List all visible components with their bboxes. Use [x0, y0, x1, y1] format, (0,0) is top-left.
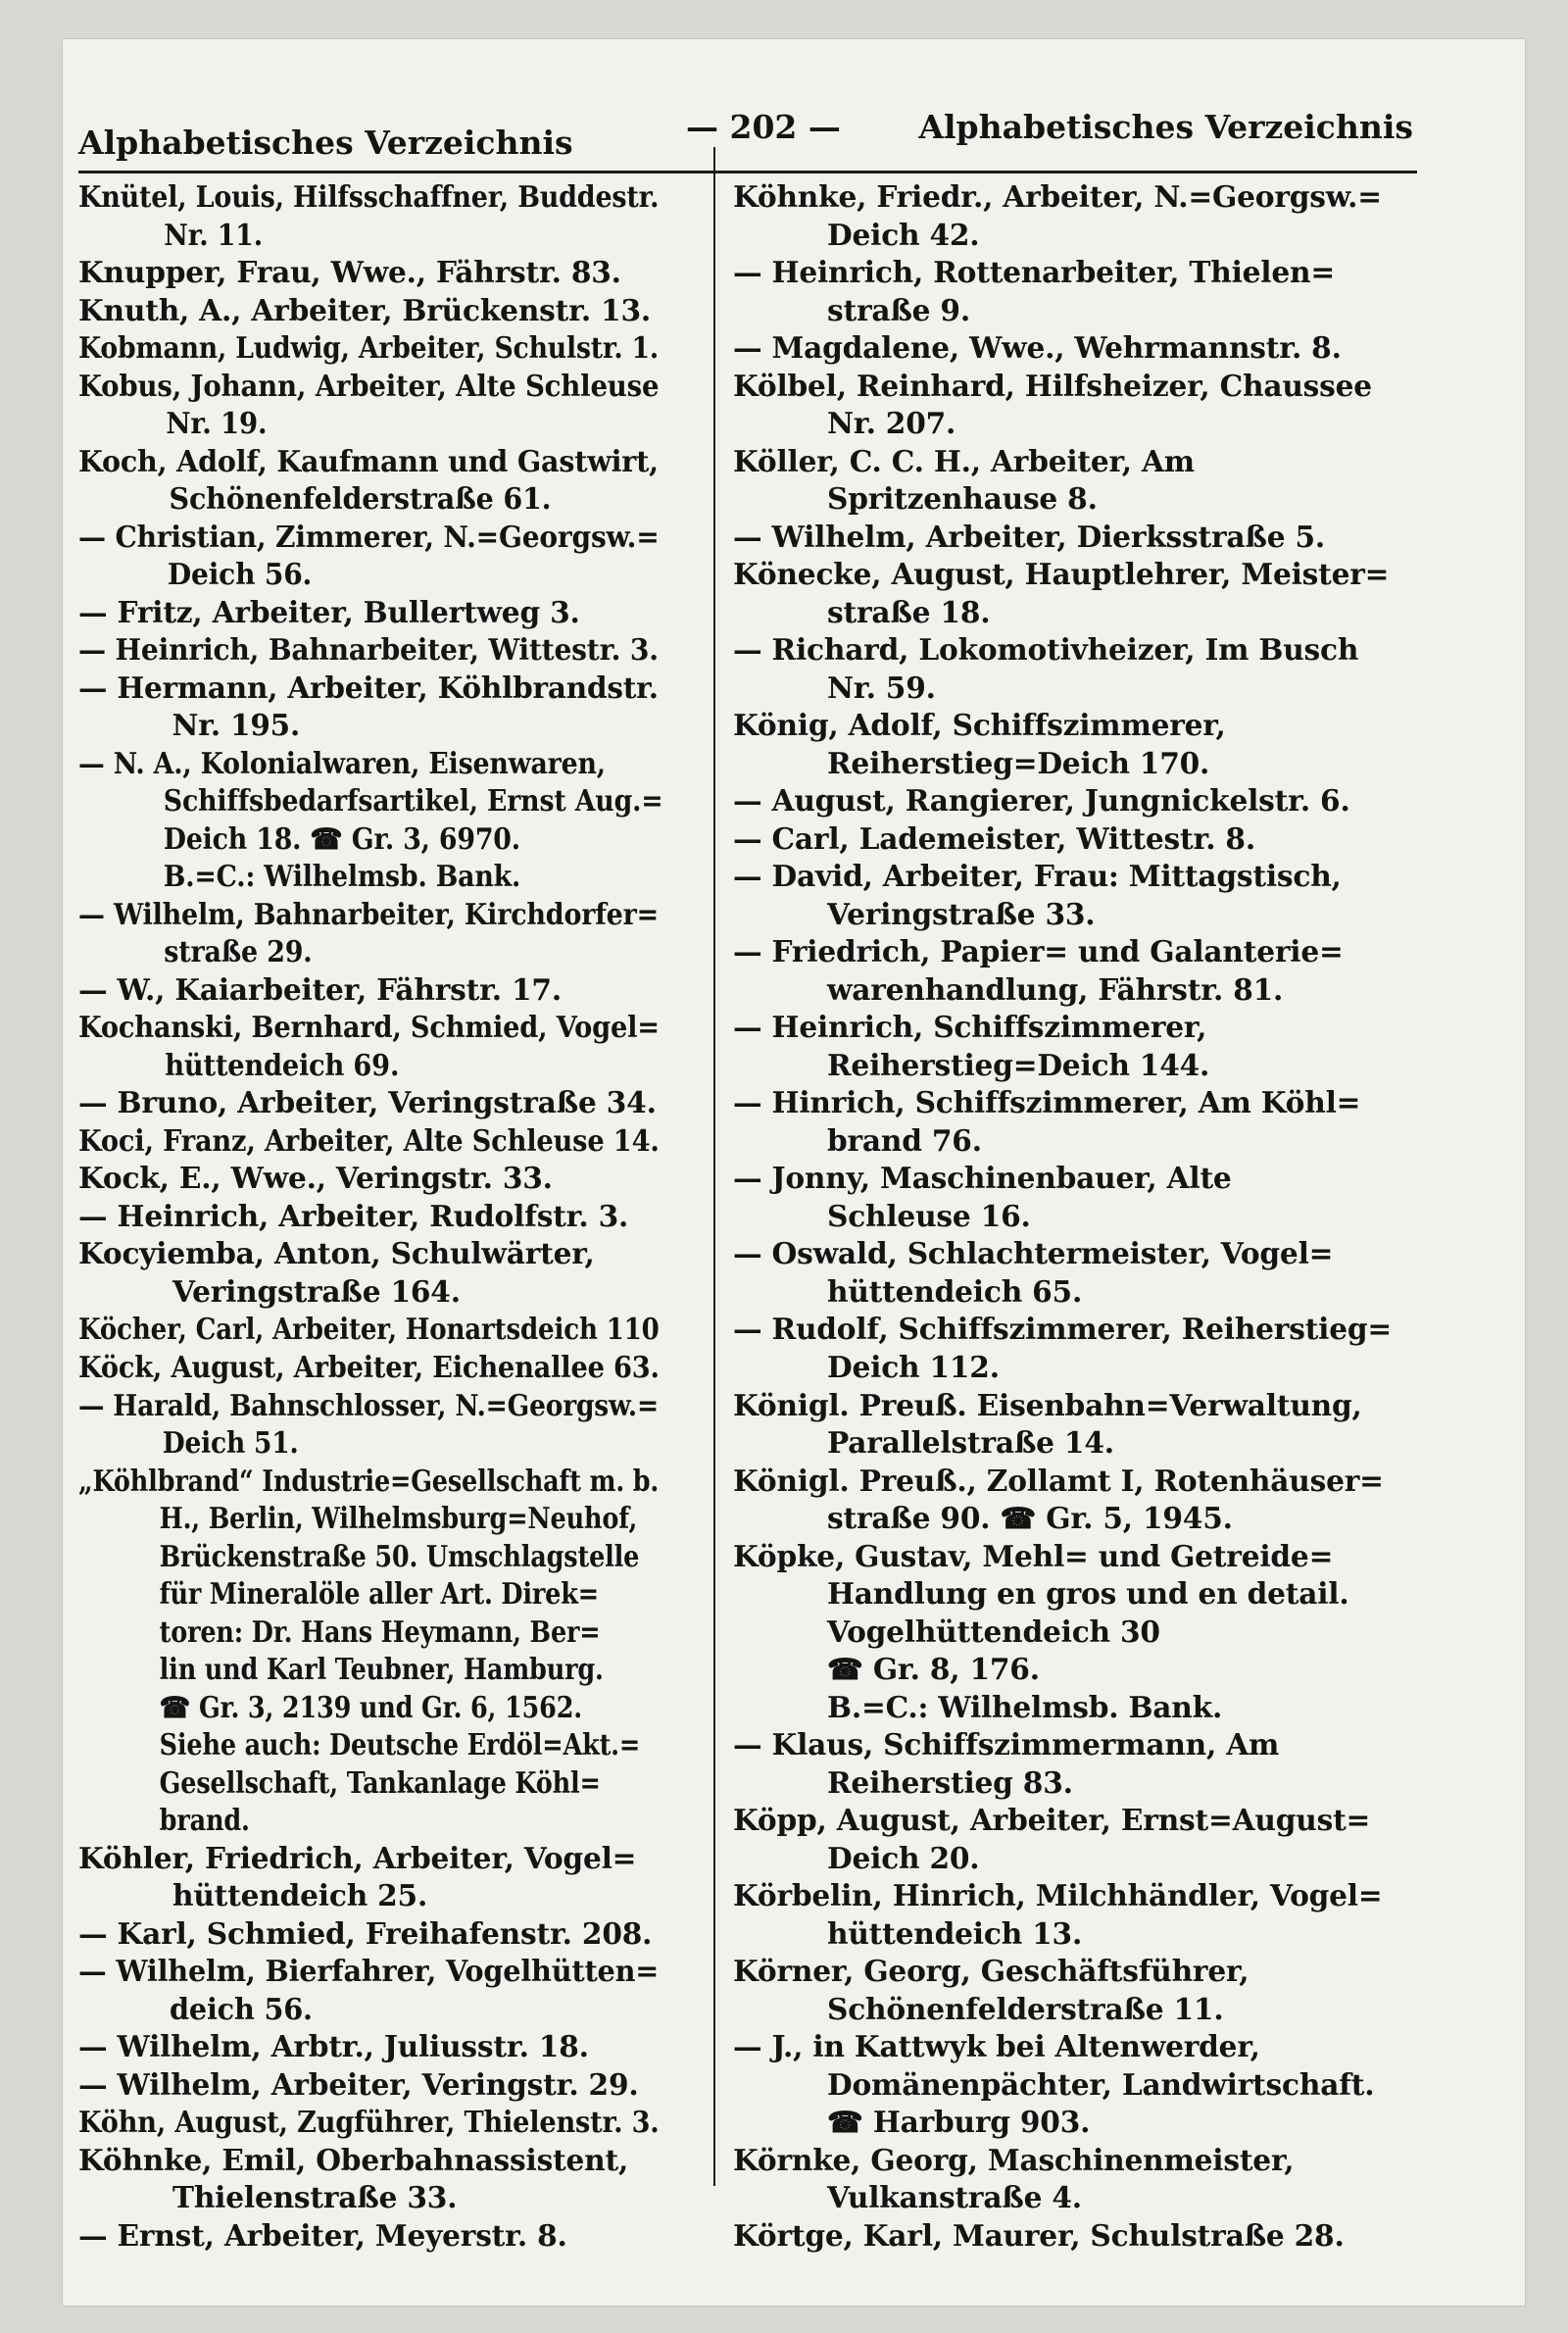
entry-line: hüttendeich 65.	[827, 1273, 1083, 1309]
directory-entry	[78, 1463, 660, 1840]
directory-entry	[733, 2028, 1439, 2142]
entry-line: — Harald, Bahnschlosser, N.=Georgsw.=	[78, 1387, 659, 1422]
directory-entry	[78, 2142, 686, 2217]
entry-line: Deich 20.	[827, 1840, 980, 1875]
entry-line: — Oswald, Schlachtermeister, Vogel=	[733, 1236, 1334, 1271]
directory-entry	[733, 2142, 1439, 2217]
entry-line: — Heinrich, Rottenarbeiter, Thielen=	[733, 255, 1335, 290]
directory-entry	[733, 1387, 1439, 1463]
entry-line: straße 29.	[164, 934, 313, 969]
directory-entry	[78, 631, 659, 670]
entry-line: deich 56.	[170, 1991, 313, 2026]
directory-entry	[733, 1877, 1439, 1953]
entry-line: H., Berlin, Wilhelmsburg=Neuhof,	[159, 1501, 638, 1536]
entry-line: Parallelstraße 14.	[827, 1425, 1114, 1461]
directory-entry	[733, 1463, 1439, 1538]
directory-entry	[733, 820, 1439, 859]
entry-line: Nr. 59.	[827, 670, 936, 705]
entry-line: Schönenfelderstraße 61.	[169, 481, 552, 517]
page-number: — 202 —	[686, 108, 841, 146]
directory-entry	[733, 1235, 1439, 1311]
entry-line: warenhandlung, Fährstr. 81.	[827, 971, 1284, 1007]
entry-line: Schleuse 16.	[827, 1198, 1031, 1233]
entry-line: — Fritz, Arbeiter, Bullertweg 3.	[78, 594, 580, 629]
entry-line: Handlung en gros und en detail.	[827, 1576, 1349, 1612]
entry-line: — Wilhelm, Bahnarbeiter, Kirchdorfer=	[78, 896, 659, 931]
directory-entry	[78, 329, 660, 368]
entry-line: — Christian, Zimmerer, N.=Georgsw.=	[78, 519, 660, 554]
entry-line: — Hermann, Arbeiter, Köhlbrandstr.	[78, 670, 659, 705]
entry-line: — Rudolf, Schiffszimmerer, Reiherstieg=	[733, 1312, 1393, 1347]
entry-line: Körtge, Karl, Maurer, Schulstraße 28.	[733, 2217, 1345, 2253]
entry-line: lin und Karl Teubner, Hamburg.	[159, 1652, 604, 1687]
directory-entry	[733, 1160, 1439, 1235]
entry-line: brand.	[159, 1803, 250, 1838]
entry-line: — Wilhelm, Arbeiter, Veringstr. 29.	[78, 2066, 639, 2102]
entry-line: Kock, E., Wwe., Veringstr. 33.	[78, 1161, 553, 1196]
entry-line: Veringstraße 164.	[172, 1273, 461, 1309]
entry-line: — Carl, Lademeister, Wittestr. 8.	[733, 820, 1255, 856]
entry-line: Köhnke, Friedr., Arbeiter, N.=Georgsw.=	[733, 179, 1382, 214]
entry-line: Deich 51.	[162, 1425, 299, 1461]
entry-line: Körnke, Georg, Maschinenmeister,	[733, 2142, 1295, 2177]
directory-entry	[733, 368, 1439, 443]
entry-line: — Ernst, Arbeiter, Meyerstr. 8.	[78, 2217, 567, 2253]
directory-entry	[78, 1009, 660, 1084]
entry-line: Körner, Georg, Geschäftsführer,	[733, 1954, 1250, 1989]
entry-line: hüttendeich 69.	[165, 1047, 400, 1082]
directory-entry	[733, 519, 1439, 557]
entry-line: hüttendeich 25.	[172, 1878, 428, 1913]
header-rule	[78, 171, 1417, 174]
directory-entry	[78, 2066, 686, 2105]
entry-line: „Köhlbrand“ Industrie=Gesellschaft m. b.	[78, 1463, 660, 1498]
entry-line: Nr. 11.	[164, 217, 263, 252]
directory-entry	[733, 329, 1439, 368]
directory-entry	[78, 443, 664, 519]
directory-entry	[733, 707, 1439, 782]
directory-entry	[78, 1311, 660, 1349]
directory-entry	[78, 971, 686, 1010]
entry-line: Deich 42.	[827, 217, 980, 252]
directory-entry	[78, 1387, 659, 1463]
entry-line: — Wilhelm, Arbtr., Juliusstr. 18.	[78, 2029, 589, 2064]
directory-entry	[78, 745, 663, 896]
entry-line: Schönenfelderstraße 11.	[827, 1991, 1224, 2026]
entry-line: Köhler, Friedrich, Arbeiter, Vogel=	[78, 1840, 637, 1875]
directory-entry	[733, 1802, 1439, 1877]
directory-entry	[78, 1122, 660, 1161]
header-left-title: Alphabetisches Verzeichnis	[78, 124, 573, 162]
directory-entry	[78, 670, 683, 745]
entry-line: Knütel, Louis, Hilfsschaffner, Buddestr.	[78, 179, 660, 214]
entry-line: Deich 18. ☎ Gr. 3, 6970.	[163, 820, 520, 856]
entry-line: ☎ Gr. 3, 2139 und Gr. 6, 1562.	[159, 1689, 582, 1724]
directory-entry	[78, 1198, 686, 1236]
entry-line: Reiherstieg 83.	[827, 1764, 1073, 1800]
directory-entry	[733, 933, 1439, 1009]
entry-line: Reiherstieg=Deich 144.	[827, 1047, 1210, 1082]
entry-line: Königl. Preuß. Eisenbahn=Verwaltung,	[733, 1387, 1362, 1422]
entry-line: Kobus, Johann, Arbeiter, Alte Schleuse	[78, 368, 660, 403]
directory-entry	[78, 1840, 686, 1915]
right-column	[733, 178, 1439, 2255]
page-header	[78, 94, 1413, 162]
directory-entry	[78, 1160, 686, 1198]
entry-line: Köhnke, Emil, Oberbahnassistent,	[78, 2142, 629, 2177]
entry-line: Schiffsbedarfsartikel, Ernst Aug.=	[163, 783, 663, 819]
directory-entry	[78, 2028, 686, 2066]
directory-entry	[733, 1084, 1439, 1160]
entry-line: — David, Arbeiter, Frau: Mittagstisch,	[733, 859, 1342, 894]
entry-line: Siehe auch: Deutsche Erdöl=Akt.=	[159, 1727, 641, 1762]
entry-line: Thielenstraße 33.	[172, 2180, 458, 2215]
entry-line: — Wilhelm, Arbeiter, Dierksstraße 5.	[733, 519, 1326, 554]
entry-line: straße 18.	[827, 594, 991, 629]
entry-line: B.=C.: Wilhelmsb. Bank.	[163, 859, 521, 894]
entry-line: — Heinrich, Schiffszimmerer,	[733, 1010, 1207, 1045]
directory-entry	[733, 1538, 1439, 1727]
entry-line: Kobmann, Ludwig, Arbeiter, Schulstr. 1.	[78, 330, 660, 366]
directory-entry	[733, 858, 1439, 933]
entry-line: — Magdalene, Wwe., Wehrmannstr. 8.	[733, 330, 1342, 366]
directory-entry	[733, 1726, 1439, 1802]
entry-line: — Hinrich, Schiffszimmerer, Am Köhl=	[733, 1085, 1361, 1120]
entry-line: — Heinrich, Bahnarbeiter, Wittestr. 3.	[78, 632, 659, 668]
entry-line: Köpke, Gustav, Mehl= und Getreide=	[733, 1538, 1334, 1573]
entry-line: brand 76.	[827, 1122, 982, 1158]
directory-entry	[78, 1349, 660, 1387]
entry-line: — Heinrich, Arbeiter, Rudolfstr. 3.	[78, 1198, 629, 1233]
entry-line: Köcher, Carl, Arbeiter, Honartsdeich 110	[78, 1312, 660, 1347]
entry-line: Kölbel, Reinhard, Hilfsheizer, Chaussee	[733, 368, 1372, 403]
entry-line: straße 90. ☎ Gr. 5, 1945.	[827, 1501, 1233, 1536]
directory-entry	[733, 1009, 1439, 1084]
directory-entry	[78, 368, 660, 443]
entry-line: Knuth, A., Arbeiter, Brückenstr. 13.	[78, 292, 651, 327]
directory-entry	[78, 594, 686, 632]
directory-entry	[733, 1311, 1439, 1386]
entry-line: — N. A., Kolonialwaren, Eisenwaren,	[78, 745, 606, 780]
directory-entry	[733, 443, 1439, 519]
entry-line: Knupper, Frau, Wwe., Fährstr. 83.	[78, 255, 621, 290]
entry-line: Nr. 19.	[166, 406, 268, 441]
directory-entry	[78, 2104, 660, 2142]
column-divider	[713, 147, 715, 2186]
directory-entry	[78, 1084, 686, 1122]
directory-entry	[733, 782, 1439, 820]
entry-line: Vogelhüttendeich 30	[827, 1613, 1160, 1649]
directory-entry	[78, 519, 660, 594]
directory-entry	[78, 254, 686, 292]
directory-entry	[78, 2217, 686, 2256]
directory-entry	[733, 178, 1439, 254]
directory-entry	[78, 1235, 686, 1311]
entry-line: Köhn, August, Zugführer, Thielenstr. 3.	[78, 2105, 660, 2140]
entry-line: Brückenstraße 50. Umschlagstelle	[159, 1538, 640, 1573]
directory-entry	[733, 1953, 1439, 2028]
entry-line: — J., in Kattwyk bei Altenwerder,	[733, 2029, 1260, 2064]
entry-line: für Mineralöle aller Art. Direk=	[159, 1576, 599, 1612]
entry-line: — W., Kaiarbeiter, Fährstr. 17.	[78, 971, 562, 1007]
entry-line: B.=C.: Wilhelmsb. Bank.	[827, 1689, 1223, 1724]
entry-line: — Friedrich, Papier= und Galanterie=	[733, 934, 1344, 969]
entry-line: Kocyiemba, Anton, Schulwärter,	[78, 1236, 595, 1271]
entry-line: Domänenpächter, Landwirtschaft.	[827, 2066, 1375, 2102]
directory-entry	[78, 1953, 667, 2028]
directory-entry	[733, 2217, 1439, 2256]
entry-line: Gesellschaft, Tankanlage Köhl=	[159, 1764, 601, 1800]
entry-line: Deich 56.	[167, 557, 313, 592]
entry-line: Veringstraße 33.	[827, 896, 1096, 931]
directory-entry	[78, 292, 686, 330]
directory-entry	[78, 896, 659, 971]
entry-line: toren: Dr. Hans Heymann, Ber=	[159, 1613, 601, 1649]
entry-line: Reiherstieg=Deich 170.	[827, 745, 1210, 780]
directory-entry	[733, 556, 1439, 631]
entry-line: ☎ Harburg 903.	[827, 2105, 1091, 2140]
entry-line: Köller, C. C. H., Arbeiter, Am	[733, 443, 1195, 478]
directory-entry	[733, 254, 1439, 329]
entry-line: König, Adolf, Schiffszimmerer,	[733, 708, 1226, 743]
entry-line: — Karl, Schmied, Freihafenstr. 208.	[78, 1915, 653, 1951]
directory-entry	[78, 1915, 686, 1954]
entry-line: — Richard, Lokomotivheizer, Im Busch	[733, 632, 1359, 668]
left-column	[78, 178, 686, 2255]
directory-entry	[78, 178, 660, 254]
entry-line: Koci, Franz, Arbeiter, Alte Schleuse 14.	[78, 1122, 660, 1158]
entry-line: Könecke, August, Hauptlehrer, Meister=	[733, 557, 1390, 592]
entry-line: hüttendeich 13.	[827, 1915, 1083, 1951]
entry-line: — Klaus, Schiffszimmermann, Am	[733, 1727, 1280, 1762]
entry-line: ☎ Gr. 8, 176.	[827, 1652, 1040, 1687]
entry-line: Nr. 195.	[172, 708, 301, 743]
entry-line: Koch, Adolf, Kaufmann und Gastwirt,	[78, 443, 659, 478]
entry-line: Nr. 207.	[827, 406, 956, 441]
entry-line: Königl. Preuß., Zollamt I, Rotenhäuser=	[733, 1463, 1384, 1498]
entry-line: — Jonny, Maschinenbauer, Alte	[733, 1161, 1232, 1196]
entry-line: — August, Rangierer, Jungnickelstr. 6.	[733, 783, 1350, 819]
entry-line: Deich 112.	[827, 1349, 1000, 1384]
entry-line: Köpp, August, Arbeiter, Ernst=August=	[733, 1803, 1371, 1838]
entry-line: Körbelin, Hinrich, Milchhändler, Vogel=	[733, 1878, 1383, 1913]
directory-entry	[733, 631, 1439, 707]
entry-line: — Wilhelm, Bierfahrer, Vogelhütten=	[78, 1954, 660, 1989]
header-right-title: Alphabetisches Verzeichnis	[918, 108, 1413, 146]
entry-line: Spritzenhause 8.	[827, 481, 1098, 517]
entry-line: Vulkanstraße 4.	[827, 2180, 1082, 2215]
entry-line: Kochanski, Bernhard, Schmied, Vogel=	[78, 1010, 660, 1045]
entry-line: straße 9.	[827, 292, 970, 327]
entry-line: Köck, August, Arbeiter, Eichenallee 63.	[78, 1349, 660, 1384]
entry-line: — Bruno, Arbeiter, Veringstraße 34.	[78, 1085, 657, 1120]
